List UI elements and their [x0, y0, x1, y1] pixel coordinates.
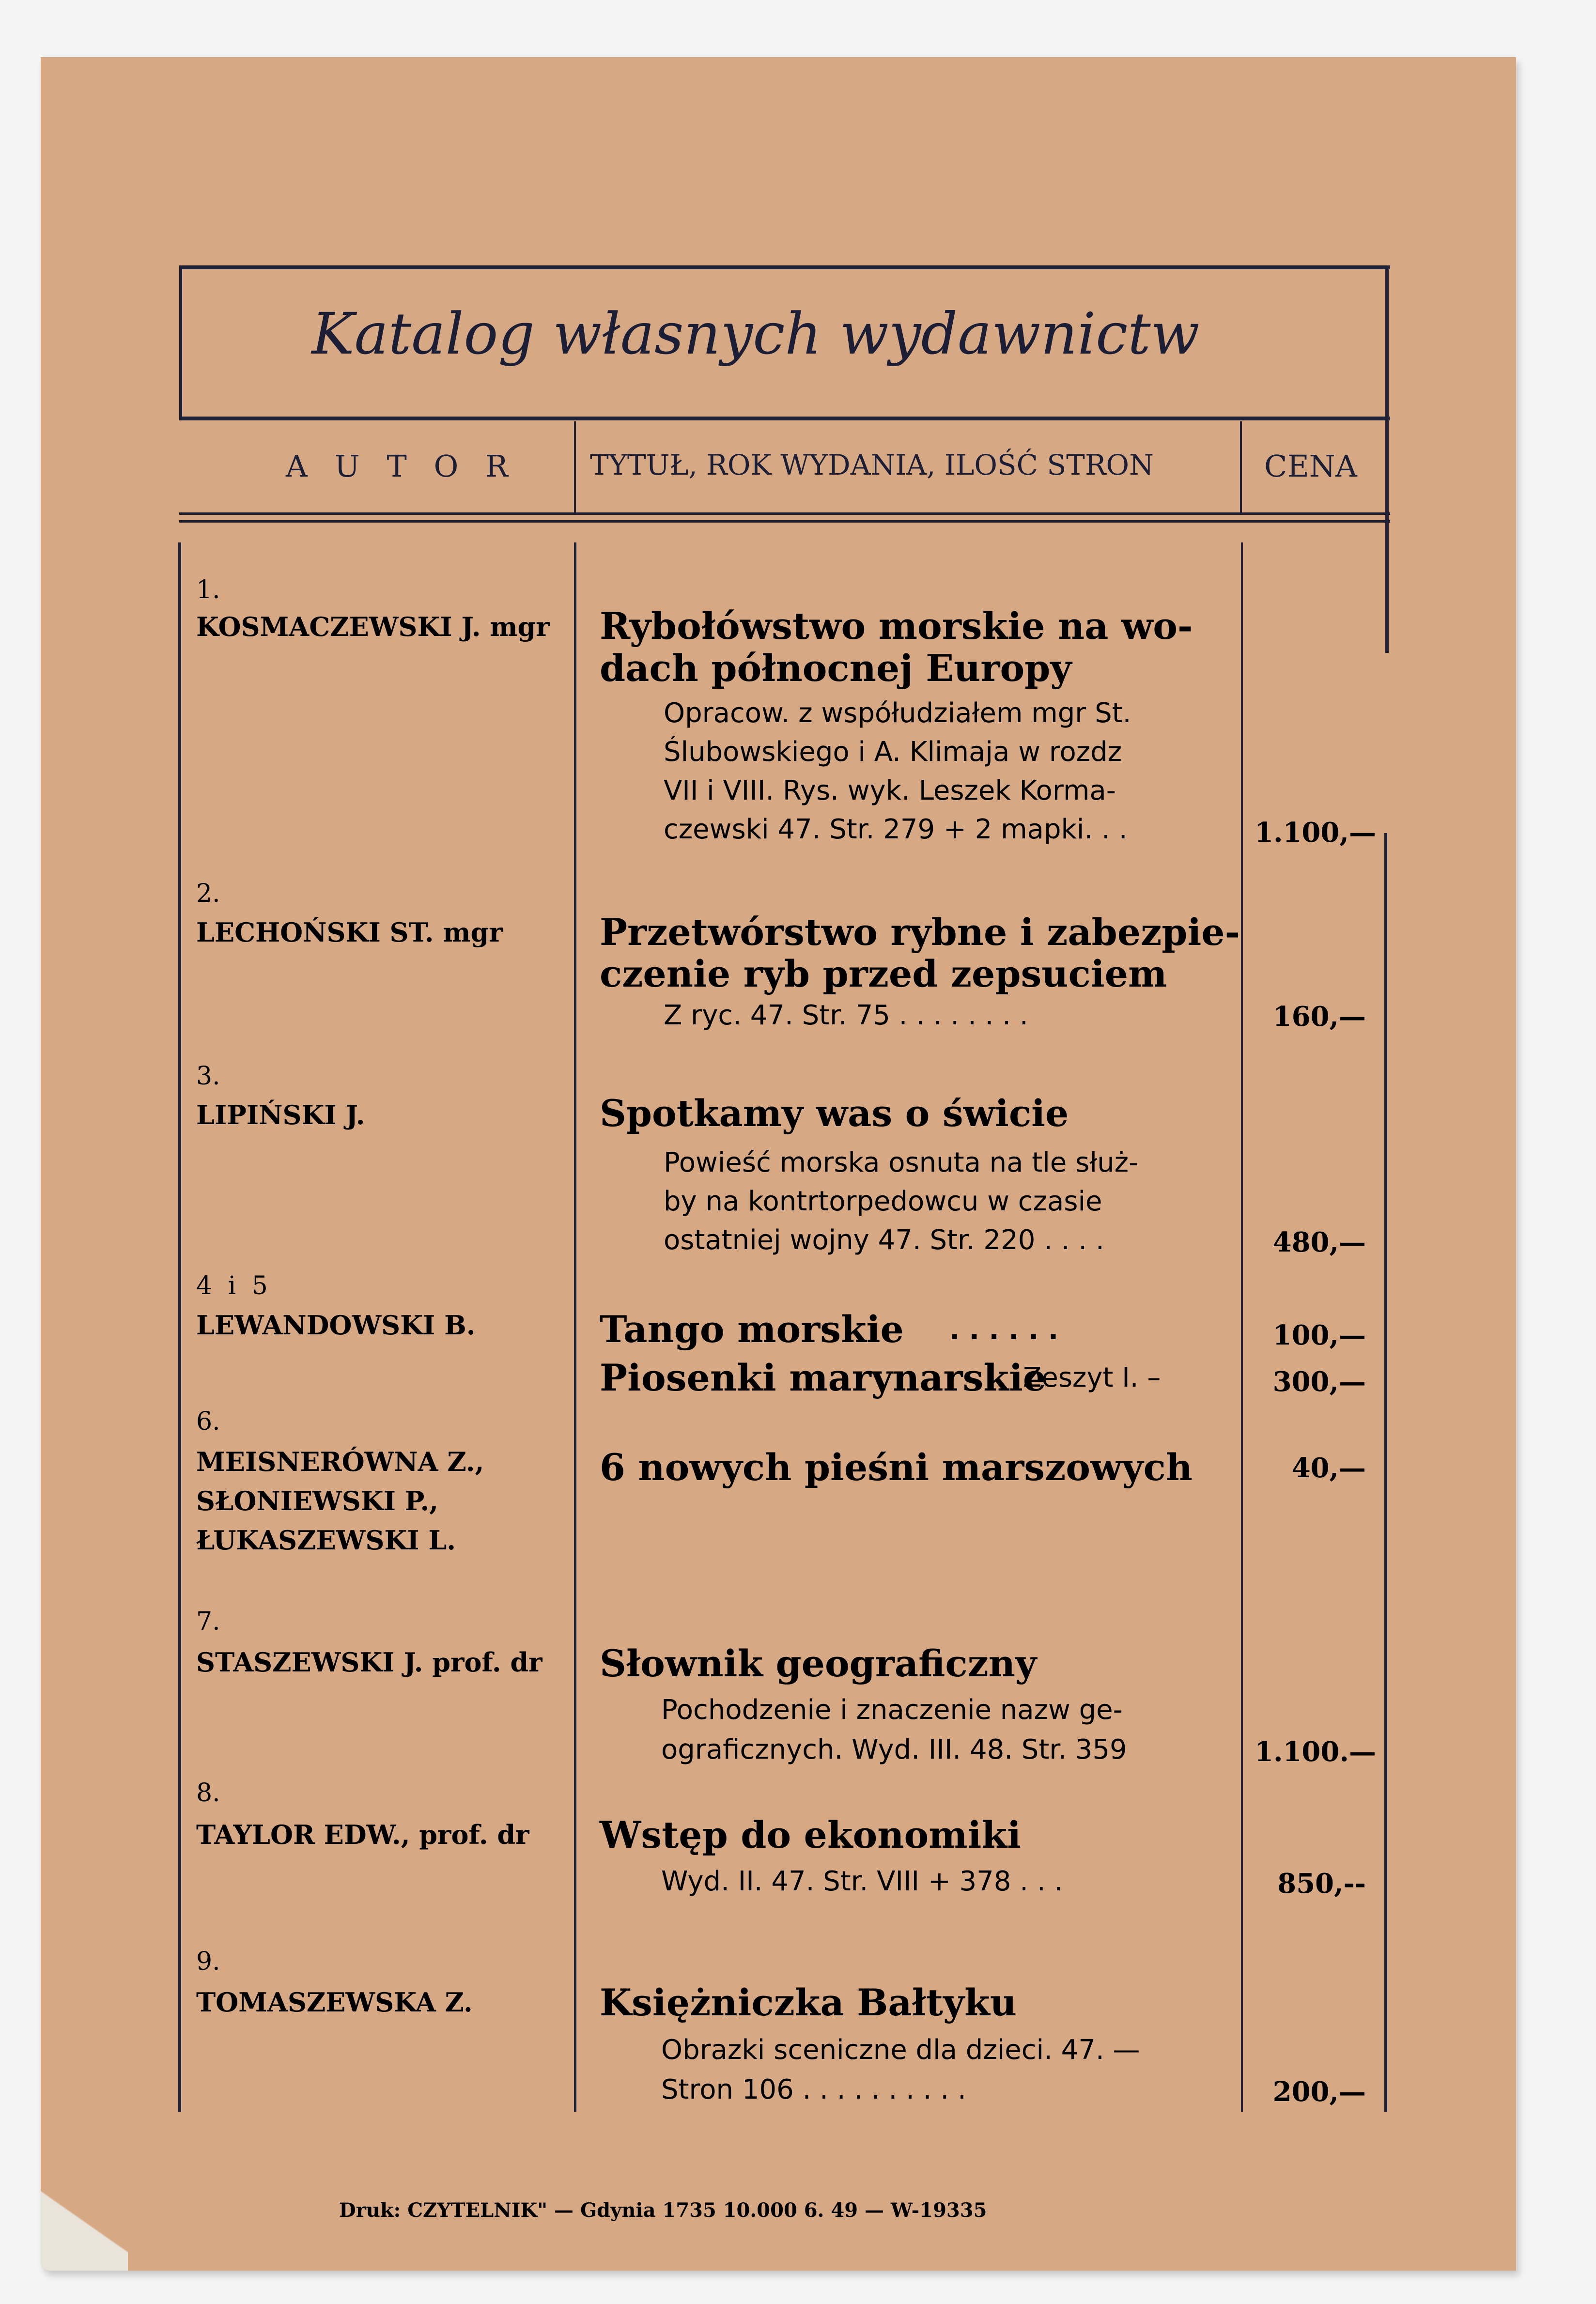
entry-desc: Opracow. z współudziałem mgr St.	[664, 697, 1131, 729]
col-divider-1-header	[574, 421, 576, 513]
header-rule-1	[179, 512, 1390, 515]
entry-title: Tango morskie	[600, 1308, 904, 1351]
entry-price: 160,—	[1272, 1001, 1366, 1033]
entry-desc: Stron 106 . . . . . . . . . .	[661, 2074, 966, 2105]
frame-right	[1385, 265, 1389, 653]
entry-number: 2.	[196, 879, 220, 908]
title-rule	[179, 417, 1390, 420]
entry-author: TOMASZEWSKA Z.	[196, 1987, 473, 2018]
entry-author: ŁUKASZEWSKI L.	[196, 1525, 456, 1556]
entry-desc: by na kontrtorpedowcu w czasie	[664, 1186, 1102, 1217]
entry-desc: Pochodzenie i znaczenie nazw ge-	[661, 1694, 1123, 1726]
entry-desc: Wyd. II. 47. Str. VIII + 378 . . .	[661, 1866, 1063, 1897]
entry-desc: ostatniej wojny 47. Str. 220 . . . .	[664, 1224, 1104, 1256]
entry-desc: Obrazki sceniczne dla dzieci. 47. —	[661, 2034, 1140, 2066]
entry-title-dots: . . . . . .	[949, 1314, 1059, 1346]
entry-number: 3.	[196, 1062, 220, 1091]
entry-author: TAYLOR EDW., prof. dr	[196, 1819, 529, 1850]
col-divider-2	[1241, 542, 1243, 2112]
entry-price: 1.100.—	[1255, 1736, 1376, 1768]
header-title: TYTUŁ, ROK WYDANIA, ILOŚĆ STRON	[590, 448, 1154, 481]
entry-price: 200,—	[1272, 2076, 1366, 2108]
entry-author: KOSMACZEWSKI J. mgr	[196, 611, 550, 642]
entry-author: LECHOŃSKI ST. mgr	[196, 917, 503, 948]
frame-right-lower	[1384, 833, 1387, 2112]
entry-title: Piosenki marynarskie	[600, 1356, 1047, 1399]
entry-number: 1.	[196, 575, 220, 604]
col-divider-2-header	[1240, 421, 1242, 513]
entry-number: 9.	[196, 1947, 220, 1976]
entry-title: Wstęp do ekonomiki	[600, 1813, 1021, 1856]
entry-desc: Z ryc. 47. Str. 75 . . . . . . . .	[664, 1000, 1028, 1031]
entry-desc: ograficznych. Wyd. III. 48. Str. 359	[661, 1734, 1127, 1765]
entry-desc: Ślubowskiego i A. Klimaja w rozdz	[664, 736, 1122, 768]
entry-title: Księżniczka Bałtyku	[600, 1981, 1017, 2024]
entry-desc: Powieść morska osnuta na tle służ-	[664, 1147, 1139, 1178]
entry-title: 6 nowych pieśni marszowych	[600, 1446, 1193, 1489]
entry-desc: VII i VIII. Rys. wyk. Leszek Korma-	[664, 775, 1116, 806]
entry-price: 40,—	[1291, 1452, 1366, 1484]
entry-number: 6.	[196, 1407, 220, 1436]
entry-title: dach północnej Europy	[600, 647, 1072, 690]
header-rule-2	[179, 520, 1390, 523]
entry-author: SŁONIEWSKI P.,	[196, 1485, 439, 1516]
entry-number: 4 i 5	[196, 1271, 272, 1300]
frame-left	[178, 542, 181, 2112]
entry-author: MEISNERÓWNA Z.,	[196, 1446, 484, 1477]
entry-title: Spotkamy was o świcie	[600, 1092, 1069, 1135]
entry-price: 1.100,—	[1255, 817, 1376, 849]
col-divider-1	[574, 542, 576, 2112]
entry-title: Słownik geograficzny	[600, 1642, 1037, 1685]
entry-desc: czewski 47. Str. 279 + 2 mapki. . .	[664, 814, 1128, 845]
catalog-title: Katalog własnych wydawnictw	[311, 300, 1200, 367]
header-author: A U T O R	[286, 448, 517, 484]
entry-number: 7.	[196, 1607, 220, 1636]
entry-title: Rybołówstwo morskie na wo-	[600, 604, 1193, 648]
entry-number: 8.	[196, 1778, 220, 1808]
entry-author: STASZEWSKI J. prof. dr	[196, 1647, 542, 1678]
entry-price: 300,—	[1272, 1366, 1366, 1398]
header-price: CENA	[1264, 448, 1357, 484]
entry-title: Przetwórstwo rybne i zabezpie-	[600, 911, 1240, 954]
entry-author: LEWANDOWSKI B.	[196, 1310, 476, 1341]
frame-top	[179, 265, 1390, 269]
entry-price: 100,—	[1272, 1319, 1366, 1351]
entry-title-suffix: Zeszyt I. –	[1023, 1362, 1161, 1393]
printer-footer: Druk: CZYTELNIK" — Gdynia 1735 10.000 6. 49 — W-19335	[339, 2199, 987, 2222]
entry-title: czenie ryb przed zepsuciem	[600, 952, 1167, 995]
entry-price: 850,--	[1277, 1868, 1366, 1900]
entry-price: 480,—	[1272, 1226, 1366, 1258]
entry-author: LIPIŃSKI J.	[196, 1099, 365, 1130]
